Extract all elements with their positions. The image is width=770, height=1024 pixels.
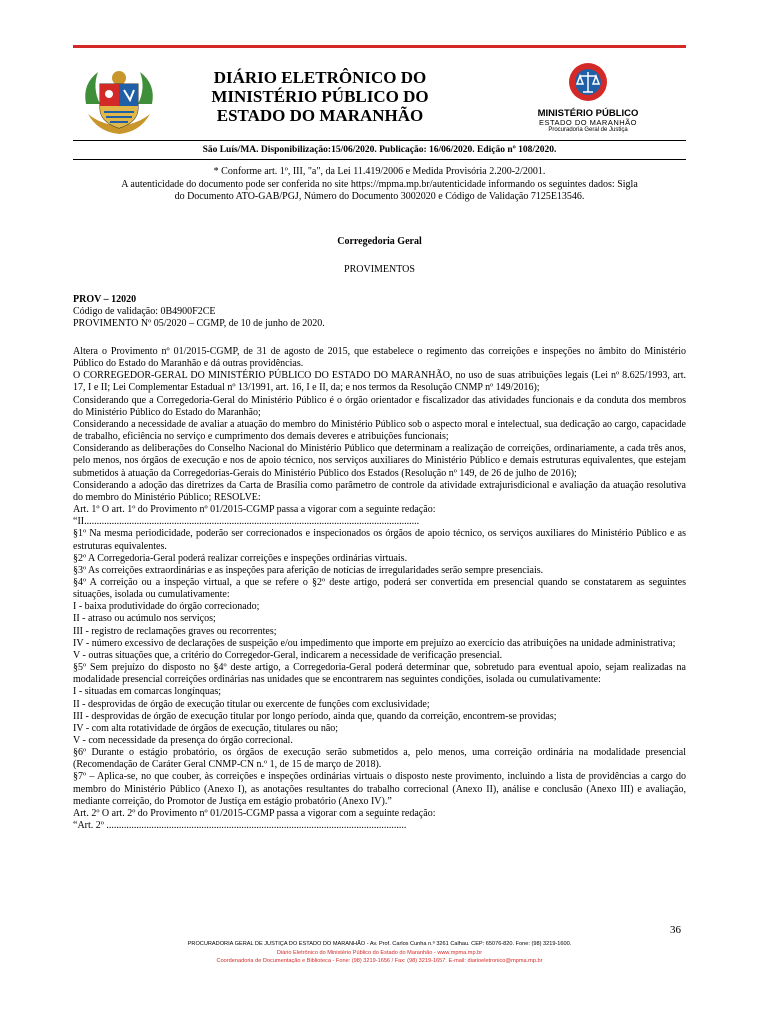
page-number: 36	[670, 924, 681, 936]
coat-of-arms-icon	[78, 64, 160, 138]
footer-contact: Coordenadoria de Documentação e Biblioteca - Fone: (98) 3219-1656 / Fax: (98) 3219-1657. E-mail: diarioeletronico@mpma.mp.br	[216, 958, 543, 964]
maranhao-coat-of-arms-logo	[78, 64, 160, 138]
body-paragraph: Considerando as deliberações do Conselho Nacional do Ministério Público que determinam a realização de correições, ordinariamente, a cada três anos, pelo menos, nos órgãos de execução e nos de apoio técnico, nos serviços auxiliares do Ministério Público e demais estruturas equivalentes, que estejam submetidos à atuação da Corregedorias-Gerais do Ministério Público dos Estados (Resolução nº 149, de 26 de julho de 2016);	[73, 443, 686, 479]
section-title: Corregedoria Geral	[337, 236, 422, 247]
body-paragraph: Considerando a necessidade de avaliar a atuação do membro do Ministério Público sob o aspecto moral e intelectual, sua dedicação ao cargo, capacidade de trabalho, eficiência no serviço e cumprimento dos demais deveres e atribuições funcionais;	[73, 418, 686, 443]
subsection-title: PROVIMENTOS	[344, 264, 415, 275]
header-divider-top	[73, 140, 686, 141]
body-paragraph: V - outras situações que, a critério do Corregedor-Geral, indicarem a necessidade de verificação presencial.	[73, 649, 503, 661]
body-paragraph: §1º Na mesma periodicidade, poderão ser correcionados e inspecionados os órgãos de apoio técnico, os serviços auxiliares do Ministério Público e as estruturas equivalentes.	[73, 528, 686, 552]
body-paragraph: I - baixa produtividade do órgão correcionado;	[73, 601, 260, 613]
page-footer	[73, 940, 686, 966]
body-paragraph: “Art. 2º ........................................................................................................................	[73, 820, 407, 832]
authenticity-line-1: * Conforme art. 1º, III, "a", da Lei 11.419/2006 e Medida Provisória 2.200-2/2001.	[213, 166, 546, 177]
ministerio-publico-logo	[528, 62, 648, 140]
authenticity-line-2: A autenticidade do documento pode ser conferida no site https://mpma.mp.br/autenticidade informando os seguintes dados: Sigla	[121, 178, 638, 190]
body-paragraph: §3º As correições extraordinárias e as inspeções para aferição de notícias de irregularidades serão sempre presenciais.	[73, 564, 544, 576]
validation-code: Código de validação: 0B4900F2CE	[73, 306, 216, 317]
body-paragraph: III - desprovidas de órgão de execução titular por longo período, ainda que, quando da correição, encontrem-se providas;	[73, 710, 557, 722]
journal-title	[195, 68, 445, 125]
body-paragraph: Altera o Provimento nº 01/2015-CGMP, de 31 de agosto de 2015, que estabelece o regimento das correições e inspeções no âmbito do Ministério Público do Estado do Maranhão e dá outras providências.	[73, 346, 686, 370]
body-paragraph: §6º Durante o estágio probatório, os órgãos de execução serão submetidos a, pelo menos, uma correição ordinária na modalidade presencial (Recomendação de Caráter Geral CNMP-CN n.º 1, de 15 de março de 2018).	[73, 747, 686, 771]
publication-info: São Luís/MA. Disponibilização:15/06/2020. Publicação: 16/06/2020. Edição nº 108/2020.	[202, 145, 557, 155]
footer-journal-site: Diário Eletrônico do Ministério Público do Estado do Maranhão - www.mpma.mp.br	[276, 949, 483, 956]
body-paragraph: Considerando a adoção das diretrizes da Carta de Brasília como parâmetro de controle da atividade extrajurisdicional e avaliação da atuação resolutiva do membro do Ministério Público; RESOLVE:	[73, 479, 686, 503]
prov-heading: PROV – 12020	[73, 294, 137, 305]
body-paragraph: §2º A Corregedoria-Geral poderá realizar correições e inspeções ordinárias virtuais.	[73, 552, 408, 564]
body-paragraph: II - desprovidas de órgão de execução titular ou exercente de funções com exclusividade;	[73, 698, 430, 710]
body-paragraph: §5º Sem prejuízo do disposto no §4º deste artigo, a Corregedoria-Geral poderá determinar que, sobretudo para eventual apoio, sejam realizadas na modalidade presencial correições ordinárias nas unidades que se encontrarem nas seguintes condições, isolada ou cumulativamente:	[73, 662, 686, 686]
body-paragraph: Art. 1º O art. 1º do Provimento nº 01/2015-CGMP passa a vigorar com a seguinte redação:	[73, 504, 436, 516]
body-paragraph: O CORREGEDOR-GERAL DO MINISTÉRIO PÚBLICO DO ESTADO DO MARANHÃO, no uso de suas atribuições legais (Lei nº 8.625/1993, art. 17, I e II; Lei Complementar Estadual nº 13/1991, art. 16, I e II, da; e nos termos da Resolução CNMP nº 149/2016);	[73, 370, 686, 394]
body-paragraph: §7º – Aplica-se, no que couber, às correições e inspeções ordinárias virtuais o disposto neste provimento, incluindo a lista de providências a cargo do membro do Ministério Público (Anexo I), as anotações resultantes do trabalho correcional (Anexo II), análise e conclusão (Anexo III) e avaliação, mediante correição, do Promotor de Justiça em estágio probatório (Anexo IV).”	[73, 771, 686, 807]
body-paragraph: §4º A correição ou a inspeção virtual, a que se refere o §2º deste artigo, poderá ser convertida em presencial quando se constatarem as seguintes situações, isolada ou cumulativamente:	[73, 576, 686, 601]
logo-name: MINISTÉRIO PÚBLICO	[537, 108, 639, 119]
body-paragraph: “II......................................................................................................................................	[73, 516, 420, 528]
body-paragraph: Art. 2º O art. 2º do Provimento nº 01/2015-CGMP passa a vigorar com a seguinte redação:	[73, 807, 436, 819]
header-divider-bottom	[73, 159, 686, 160]
body-paragraph: I - situadas em comarcas longínquas;	[73, 686, 222, 698]
body-paragraph: IV - número excessivo de declarações de suspeição e/ou impedimento que importe em prejuízo ao exercício das atribuições na unidade administrativa;	[73, 637, 676, 649]
authenticity-notice	[73, 166, 686, 204]
body-paragraph: Considerando que a Corregedoria-Geral do Ministério Público é o órgão orientador e fiscalizador das atividades funcionais e da conduta dos membros do Ministério Público do Estado do Maranhão;	[73, 394, 686, 418]
provimento-number: PROVIMENTO Nº 05/2020 – CGMP, de 10 de junho de 2020.	[73, 318, 325, 329]
scales-of-justice-icon	[568, 62, 608, 102]
logo-state: ESTADO DO MARANHÃO	[538, 118, 638, 127]
body-paragraph: V - com necessidade da presença do órgão correcional.	[73, 735, 293, 746]
prov-header	[73, 294, 686, 330]
journal-title-line-3: ESTADO DO MARANHÃO	[216, 106, 424, 125]
body-paragraph: II - atraso ou acúmulo nos serviços;	[73, 613, 216, 625]
body-paragraph: III - registro de reclamações graves ou recorrentes;	[73, 625, 277, 637]
journal-title-line-1: DIÁRIO ELETRÔNICO DO	[213, 68, 427, 87]
body-paragraph: IV - com alta rotatividade de órgãos de execução, titulares ou não;	[73, 722, 339, 734]
footer-address: PROCURADORIA GERAL DE JUSTIÇA DO ESTADO DO MARANHÃO - Av. Prof. Carlos Cunha n.º 3261 Calhau. CEP: 65076-820. Fone: (98) 3219-1600.	[187, 941, 572, 947]
journal-title-line-2: MINISTÉRIO PÚBLICO DO	[211, 87, 429, 106]
authenticity-line-3: do Documento ATO-GAB/PGJ, Número do Documento 3002020 e Código de Validação 7125E13546.	[174, 191, 585, 202]
logo-subtitle: Procuradoria Geral de Justiça	[548, 127, 628, 133]
header-top-rule	[73, 45, 686, 48]
document-body	[73, 346, 686, 832]
